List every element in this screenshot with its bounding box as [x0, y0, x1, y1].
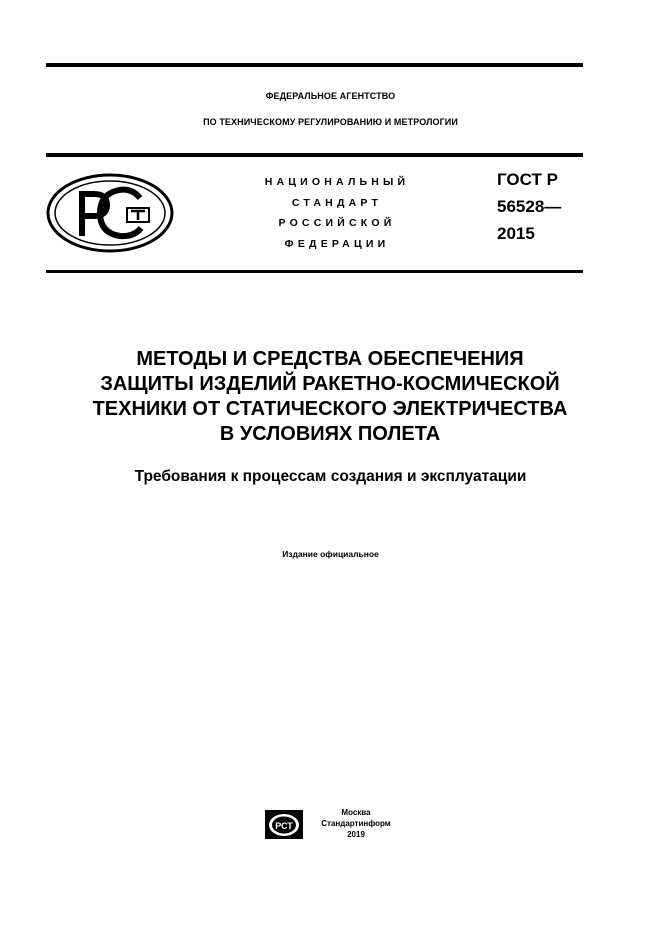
- title-line-3: ТЕХНИКИ ОТ СТАТИЧЕСКОГО ЭЛЕКТРИЧЕСТВА: [92, 398, 568, 420]
- title-line-4: В УСЛОВИЯХ ПОЛЕТА: [219, 423, 441, 445]
- publisher-year: 2019: [347, 830, 365, 839]
- standard-code-line-2: 56528—: [497, 197, 562, 216]
- header-rule-bottom: [46, 270, 583, 273]
- standard-code-line-1: ГОСТ Р: [497, 170, 558, 189]
- standard-word-1: НАЦИОНАЛЬНЫЙ: [264, 176, 410, 188]
- title-line-2: ЗАЩИТЫ ИЗДЕЛИЙ РАКЕТНО-КОСМИЧЕСКОЙ: [100, 373, 560, 395]
- publisher-info: [306, 807, 406, 840]
- title-line-1: МЕТОДЫ И СРЕДСТВА ОБЕСПЕЧЕНИЯ: [136, 348, 524, 370]
- standard-type: [238, 172, 436, 254]
- publisher-name: Стандартинформ: [321, 819, 391, 828]
- standard-code: [497, 166, 561, 247]
- publisher-city: Москва: [341, 808, 371, 817]
- top-rule: [46, 63, 583, 67]
- standartinform-logo-icon: [264, 808, 306, 841]
- agency-line-2: ПО ТЕХНИЧЕСКОМУ РЕГУЛИРОВАНИЮ И МЕТРОЛОГИИ: [203, 117, 458, 127]
- gost-r-logo-icon: [44, 170, 176, 256]
- header-rule-top: [46, 153, 583, 157]
- edition-label: Издание официальное: [282, 549, 379, 559]
- standartinform-logo-text: РСТ: [275, 821, 293, 831]
- document-subtitle: Требования к процессам создания и эксплуатации: [134, 468, 527, 485]
- standard-code-line-3: 2015: [497, 224, 535, 243]
- standard-word-2: СТАНДАРТ: [291, 196, 383, 209]
- agency-line-1: ФЕДЕРАЛЬНОЕ АГЕНТСТВО: [265, 91, 396, 101]
- document-title: [40, 347, 620, 447]
- standard-word-4: ФЕДЕРАЦИИ: [284, 237, 390, 250]
- standard-word-3: РОССИЙСКОЙ: [278, 217, 396, 229]
